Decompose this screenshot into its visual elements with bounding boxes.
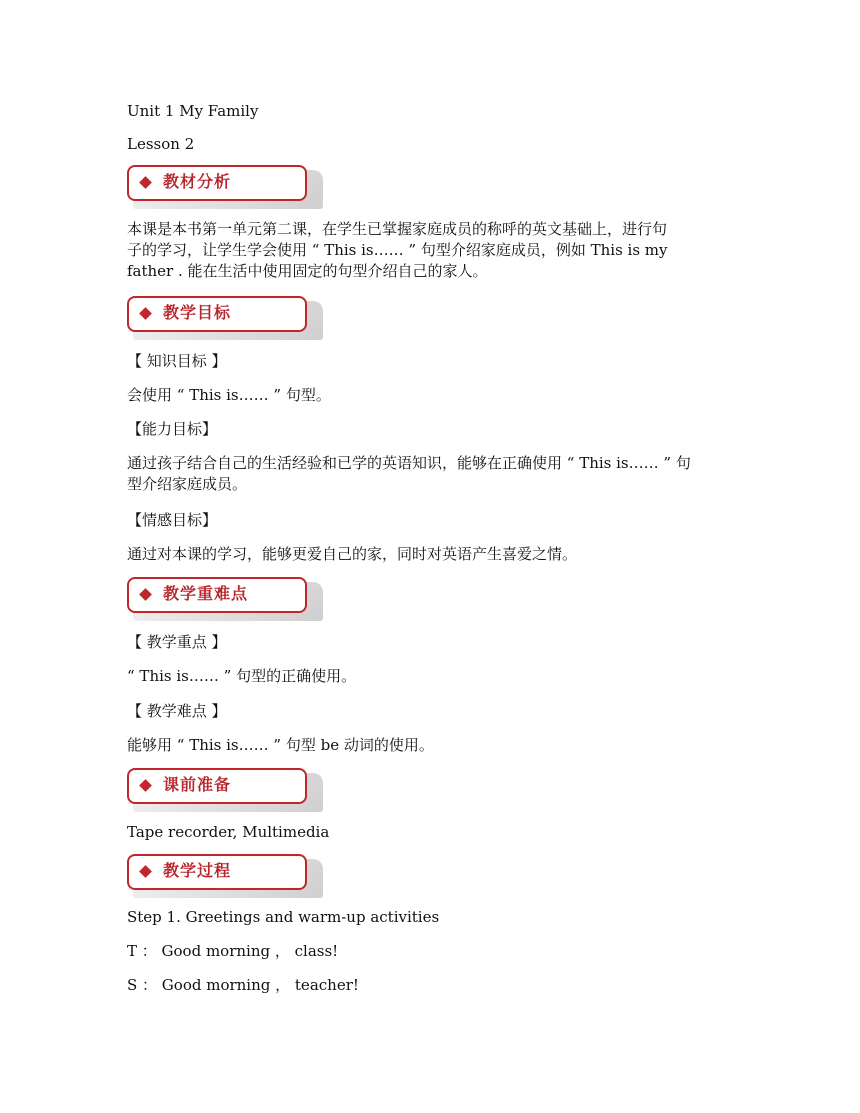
heading-label: 教学目标 bbox=[163, 303, 232, 322]
ability-line: 型介绍家庭成员。 bbox=[127, 475, 248, 493]
ability-line: 通过孩子结合自己的生活经验和已学的英语知识，能够在正确使用 “ This is…… ” 句 bbox=[127, 454, 691, 472]
heading-label: 教学重难点 bbox=[163, 584, 249, 603]
section-heading-key-points bbox=[127, 577, 323, 621]
knowledge-objective-label: 【 知识目标 】 bbox=[127, 352, 227, 370]
unit-title: Unit 1 My Family bbox=[127, 102, 259, 120]
key-point-text: “ This is…… ” 句型的正确使用。 bbox=[127, 667, 357, 685]
ability-objective-label: 【能力目标】 bbox=[127, 420, 218, 438]
heading-label: 教材分析 bbox=[163, 172, 232, 191]
section-heading-process bbox=[127, 854, 323, 898]
analysis-paragraph bbox=[127, 219, 742, 282]
analysis-line: 本课是本书第一单元第二课，在学生已掌握家庭成员的称呼的英文基础上，进行句 bbox=[127, 220, 668, 238]
key-point-label: 【 教学重点 】 bbox=[127, 633, 227, 651]
process-step-1: Step 1. Greetings and warm-up activities bbox=[127, 908, 440, 926]
preparation-text: Tape recorder, Multimedia bbox=[127, 823, 330, 841]
dialog-line-teacher: T ： Good morning ， class! bbox=[127, 942, 339, 960]
lesson-title: Lesson 2 bbox=[127, 135, 195, 153]
difficult-point-text: 能够用 “ This is…… ” 句型 be 动词的使用。 bbox=[127, 736, 434, 754]
emotion-objective-label: 【情感目标】 bbox=[127, 511, 218, 529]
analysis-line: 子的学习，让学生学会使用 “ This is…… ” 句型介绍家庭成员，例如 This is my bbox=[127, 241, 668, 259]
section-heading-objectives bbox=[127, 296, 323, 340]
section-heading-analysis bbox=[127, 165, 323, 209]
knowledge-objective-text: 会使用 “ This is…… ” 句型。 bbox=[127, 386, 331, 404]
dialog-line-students: S ： Good morning ， teacher! bbox=[127, 976, 359, 994]
difficult-point-label: 【 教学难点 】 bbox=[127, 702, 227, 720]
analysis-line: father . 能在生活中使用固定的句型介绍自己的家人。 bbox=[127, 262, 488, 280]
heading-label: 课前准备 bbox=[163, 775, 232, 794]
heading-label: 教学过程 bbox=[163, 861, 232, 880]
ability-objective-text bbox=[127, 453, 742, 495]
section-heading-preparation bbox=[127, 768, 323, 812]
emotion-objective-text: 通过对本课的学习，能够更爱自己的家，同时对英语产生喜爱之情。 bbox=[127, 545, 578, 563]
